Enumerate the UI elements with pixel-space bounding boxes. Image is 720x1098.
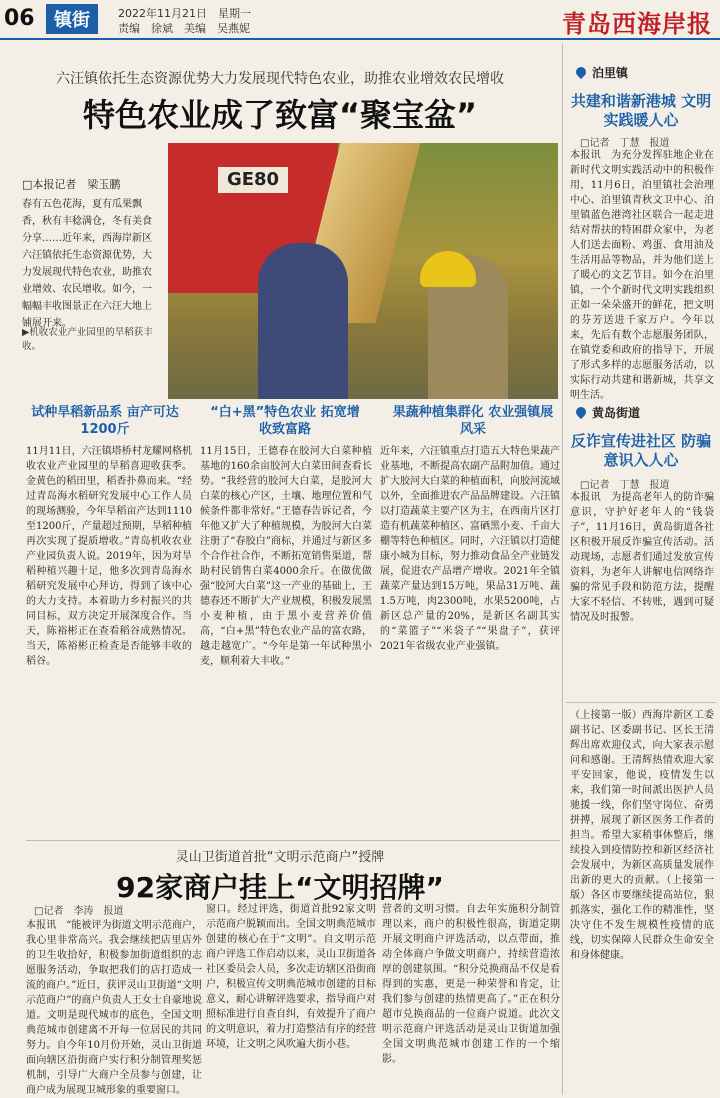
masthead <box>0 0 720 40</box>
second-col1: 本报讯 “能被评为街道文明示范商户，我心里非常高兴。我会继续把店里店外的卫生收拾好，积极参加街道组织的志愿服务活动，争取把我们的店打造成一流的商户。”近日，获评灵山卫街道“文明示范商户”的商户负责人王女士自豪地说道。文明是现代城市的底色，全国文明典范城市创建离不开每一位居民的共同努力。自今年10月份开始，灵山卫街道面向辖区沿街商户实行积分制管理奖惩机制，引导广大商户全员参与创建，让商户成为展现卫城形象的重要窗口。 <box>26 920 202 1096</box>
page-number: 06 <box>4 6 35 31</box>
second-byline: □记者 李涛 报道 <box>34 906 124 917</box>
col1-body: 11月11日，六汪镇塔桥村龙耀网格机收农业产业园里的旱稻喜迎收获季。金黄色的稻田里，稻香扑鼻而来。“经过青岛海水稻研究发展中心工作人员的现场测验，今年旱稻亩产达到1110至1200斤，产量超过预期，旱稻种植再次实现了提质增收。”青岛机收农业产业园负责人说。2019年，因为对旱稻种植兴趣十足，他多次到青岛海水稻研究发展中心拜访，得到了该中心的大力支持。本着助力乡村振兴的共同目标，双方决定开展深度合作。当天，陈裕彬正在查看稻谷成熟情况。当天，陈裕彬正检查是否能够丰收的稻谷。 <box>26 446 192 667</box>
lead-headline: 特色农业成了致富“聚宝盆” <box>82 96 478 134</box>
col3-subhead: 果蔬种植集群化 农业强镇展风采 <box>392 405 554 437</box>
lead-intro: 春有五色花海，夏有瓜果飘香，秋有丰稔满仓，冬有美食分享……近年来，西海岸新区六汪镇依托生态资源优势，大力发展现代特色农业，助推农业增效、农民增收。如今，一幅幅丰收图景正在六汪大地上铺展开来。 <box>22 199 152 329</box>
harvest-photo <box>168 143 558 399</box>
location-pin-icon <box>574 405 588 419</box>
second-col3: 营者的文明习惯。自去年实施积分制管理以来，商户的积极性很高，街道定期开展文明商户评选活动，以点带面，推动全体商户争做文明商户，持续营造浓厚的创建氛围。“积分兑换商品不仅是看得到的实惠，更是一种荣誉和肯定，让我们参与创建的热情更高了。”正在积分超市兑换商品的一位商户说道。此次文明示范商户评选活动是灵山卫街道加强全国文明典范城市创建工作的一个缩影。 <box>382 904 560 1065</box>
second-col2: 窗口。经过评选，街道首批92家文明示范商户脱颖而出。全国文明典范城市创建的核心在于“文明”。自文明示范商户评选工作启动以来，灵山卫街道各社区委员会人员，多次走访辖区沿街商户，积极宣传文明典范城市创建的目标意义，耐心讲解评选要求，指导商户对照标准进行自查自纠，有效提升了商户的文明意识，着力打造整洁有序的经营环境，让文明之风吹遍大街小巷。 <box>206 904 376 1050</box>
sidebar-byline-1: □记者 丁慧 报道 <box>580 138 670 149</box>
second-headline: 92家商户挂上“文明招牌” <box>116 871 444 904</box>
photo-caption: ▶机收农业产业园里的旱稻获丰收。 <box>22 327 153 352</box>
section-tag: 镇街 <box>46 4 98 34</box>
sidebar-title-1: 共建和谐新港城 文明实践暖人心 <box>570 92 712 129</box>
harvester-plate: GE80 <box>218 167 288 193</box>
divider <box>26 840 560 841</box>
sidebar <box>566 62 716 1095</box>
paper-logo: 青岛西海岸报 <box>562 9 712 38</box>
sidebar-location-2: 黄岛街道 <box>576 404 640 421</box>
farmer-figure <box>258 243 348 399</box>
editors-line: 责编 徐斌 美编 吴燕妮 <box>118 22 250 35</box>
location-pin-icon <box>574 65 588 79</box>
col3-body: 近年来，六汪镇重点打造五大特色果蔬产业基地，不断提高农副产品附加值。通过扩大胶河大白菜的种植面积，向胶河流域以外，全面推进农产品品牌建设。六汪镇以打造蔬菜主要产区为主，在西南片区打造有机蔬菜种植区、富硒黑小麦、千亩大棚等特色种植区。同时，六汪镇以打造健康小城为目标，努力推动食品全产业链发展，促进农产品增产增收。2021年全镇蔬菜产量达到15万吨，果品31万吨、蔬1.5万吨，肉2300吨，水果5200吨，占新区总产量的20%，是新区名副其实的“菜篮子”“米袋子”“果盘子”，获评2021年省级农业产业强镇。 <box>380 446 560 652</box>
second-kicker: 灵山卫街道首批“文明示范商户”授牌 <box>175 850 385 865</box>
date-line: 2022年11月21日 星期一 <box>118 7 251 20</box>
col1-subhead: 试种旱稻新品系 亩产可达1200斤 <box>31 405 179 437</box>
lead-kicker: 六汪镇依托生态资源优势大力发展现代特色农业，助推农业增效农民增收 <box>56 71 504 87</box>
col2-body: 11月15日，王德春在胶河大白菜种植基地的160余亩胶河大白菜田间查看长势。“我经营的胶河大白菜，是胶河大白菜的核心产区，土壤、地理位置和气候条件都非常好。”王德春告诉记者，今年他又扩大了种植规模，为胶河大白菜注册了“春胶白”商标，并通过与新区多个合作社合作，不断拓宽销售渠道，帮助村民销售白菜4000余斤。在做优做强“胶河大白菜”这一产业的基础上，王德春还不断扩大产业规模，积极发展黑小麦种植，由于黑小麦营养价值高，“白+黑”特色农业产品的富农路，越走越宽广。“今年是第一年试种黑小麦，顺利着大丰收。” <box>200 446 372 667</box>
sidebar-location-1: 泊里镇 <box>576 64 628 81</box>
col2-subhead: “白+黑”特色农业 拓宽增收致富路 <box>210 405 360 437</box>
sidebar-title-2: 反诈宣传进社区 防骗意识入人心 <box>570 432 712 469</box>
sidebar-body-1: 本报讯 为充分发挥驻地企业在新时代文明实践活动中的积极作用，11月6日，泊里镇社会治理中心、泊里镇青秋文卫中心、泊里镇蓝色港湾社区联合一起走进结对帮扶的特困群众家中，为老人们送去面粉、鸡蛋、食用油及生活用品等物品，并为他们送上了暖心的文艺节目。如今在泊里镇，一个个新时代文明实践组织正如一朵朵盛开的鲜花，把文明的芬芳送进千家万户。今年以来，先后有数个志愿服务团队，在镇党委和政府的指导下，开展了形式多样的志愿服务活动，以实际行动共建和谐新城，共享文明生活。 <box>570 150 714 401</box>
sidebar-divider <box>562 44 563 1095</box>
sidebar-body-3: （上接第一版）西海岸新区工委副书记、区委副书记、区长王清辉出席欢迎仪式，向大家表示慰问和感谢。王清辉热情欢迎大家平安回家，他说，疫情发生以来，我们第一时间派出医护人员驰援一线，你们坚守岗位、奋勇拼搏，展现了新区医务工作者的担当。希望大家稍事休整后，继续投入到疫情防控和新区经济社会发展中，为新区高质量发展作出新的更大的贡献。（上接第一版）各区市要继续提高站位，狠抓落实，强化工作的精准性，坚决守住不发生规模性疫情的底线，切实保障人民群众生命安全和身体健康。 <box>570 710 714 961</box>
lead-byline: □本报记者 梁玉鹏 <box>22 178 121 191</box>
sidebar-byline-2: □记者 丁慧 报道 <box>580 480 670 491</box>
sidebar-body-2: 本报讯 为提高老年人的防诈骗意识，守护好老年人的“钱袋子”，11月16日，黄岛街道各社区积极开展反诈骗宣传活动。活动现场，志愿者们通过发放宣传资料，为老年人讲解电信网络诈骗的常见手段和防范方法，提醒大家不轻信、不转账，遇到可疑情况及时报警。 <box>570 492 714 623</box>
sidebar-divider-2 <box>566 702 716 703</box>
